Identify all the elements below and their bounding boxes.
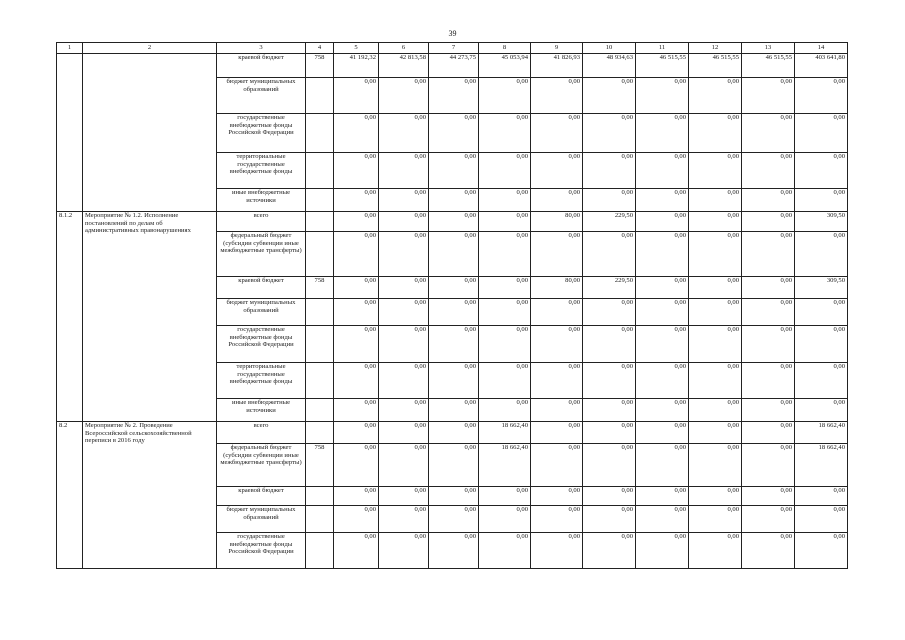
amount-value: 44 273,75 (429, 54, 479, 78)
amount-value: 0,00 (531, 444, 583, 487)
amount-value: 0,00 (583, 399, 636, 422)
amount-value: 0,00 (429, 212, 479, 232)
amount-value: 0,00 (636, 506, 689, 533)
amount-value: 0,00 (742, 78, 795, 114)
amount-value: 0,00 (479, 232, 531, 277)
amount-value: 0,00 (689, 444, 742, 487)
activity-code: 8.1.2 (57, 212, 83, 422)
amount-value: 0,00 (531, 363, 583, 399)
amount-value: 0,00 (689, 506, 742, 533)
budget-code (306, 422, 334, 444)
column-number: 4 (306, 43, 334, 54)
amount-value: 0,00 (742, 487, 795, 506)
funding-source: всего (217, 212, 306, 232)
amount-value: 18 662,40 (479, 444, 531, 487)
amount-value: 0,00 (429, 189, 479, 212)
funding-source: краевой бюджет (217, 487, 306, 506)
amount-value: 0,00 (531, 422, 583, 444)
amount-value: 0,00 (636, 189, 689, 212)
amount-value: 0,00 (429, 399, 479, 422)
amount-value: 0,00 (583, 506, 636, 533)
budget-code: 758 (306, 277, 334, 299)
amount-value: 0,00 (479, 78, 531, 114)
activity-code (57, 54, 83, 212)
amount-value: 0,00 (742, 277, 795, 299)
amount-value: 0,00 (742, 444, 795, 487)
funding-source: бюджет муниципальных образований (217, 299, 306, 326)
amount-value: 0,00 (334, 232, 379, 277)
amount-value: 0,00 (531, 399, 583, 422)
total-value: 0,00 (795, 299, 848, 326)
amount-value: 0,00 (742, 399, 795, 422)
funding-source: государственные внебюджетные фонды Российской Федерации (217, 114, 306, 153)
amount-value: 0,00 (583, 299, 636, 326)
amount-value: 0,00 (334, 399, 379, 422)
funding-source: федеральный бюджет (субсидии субвенции иные межбюджетные трансферты) (217, 444, 306, 487)
amount-value: 0,00 (689, 363, 742, 399)
amount-value: 0,00 (742, 422, 795, 444)
amount-value: 0,00 (531, 487, 583, 506)
amount-value: 0,00 (636, 422, 689, 444)
amount-value: 0,00 (531, 232, 583, 277)
amount-value: 0,00 (429, 363, 479, 399)
funding-source: территориальные государственные внебюджетные фонды (217, 153, 306, 189)
funding-source: краевой бюджет (217, 54, 306, 78)
amount-value: 0,00 (583, 114, 636, 153)
budget-code: 758 (306, 444, 334, 487)
amount-value: 42 813,58 (379, 54, 429, 78)
amount-value: 0,00 (479, 326, 531, 363)
table-row (57, 422, 848, 444)
amount-value: 0,00 (742, 212, 795, 232)
amount-value: 0,00 (583, 326, 636, 363)
total-value: 0,00 (795, 487, 848, 506)
amount-value: 0,00 (636, 212, 689, 232)
amount-value: 0,00 (429, 533, 479, 569)
amount-value: 0,00 (429, 232, 479, 277)
amount-value: 0,00 (689, 153, 742, 189)
total-value: 0,00 (795, 189, 848, 212)
amount-value: 0,00 (583, 78, 636, 114)
amount-value: 0,00 (334, 189, 379, 212)
amount-value: 48 934,63 (583, 54, 636, 78)
amount-value: 0,00 (531, 326, 583, 363)
budget-code (306, 487, 334, 506)
budget-code (306, 506, 334, 533)
amount-value: 0,00 (334, 78, 379, 114)
column-number: 9 (531, 43, 583, 54)
amount-value: 0,00 (479, 533, 531, 569)
total-value: 0,00 (795, 78, 848, 114)
budget-code (306, 189, 334, 212)
amount-value: 0,00 (429, 114, 479, 153)
total-value: 18 662,40 (795, 444, 848, 487)
amount-value: 0,00 (583, 232, 636, 277)
amount-value: 0,00 (636, 153, 689, 189)
amount-value: 0,00 (583, 153, 636, 189)
amount-value: 0,00 (531, 114, 583, 153)
amount-value: 0,00 (379, 212, 429, 232)
amount-value: 0,00 (583, 189, 636, 212)
amount-value: 0,00 (334, 444, 379, 487)
amount-value: 0,00 (689, 533, 742, 569)
amount-value: 0,00 (689, 114, 742, 153)
activity-name (83, 54, 217, 212)
amount-value: 0,00 (334, 277, 379, 299)
amount-value: 229,50 (583, 277, 636, 299)
amount-value: 0,00 (334, 363, 379, 399)
amount-value: 0,00 (689, 422, 742, 444)
total-value: 0,00 (795, 399, 848, 422)
amount-value: 0,00 (689, 299, 742, 326)
funding-source: иные внебюджетные источники (217, 189, 306, 212)
amount-value: 0,00 (334, 114, 379, 153)
budget-code (306, 533, 334, 569)
amount-value: 0,00 (689, 277, 742, 299)
amount-value: 0,00 (479, 189, 531, 212)
amount-value: 41 192,32 (334, 54, 379, 78)
amount-value: 0,00 (379, 326, 429, 363)
amount-value: 0,00 (334, 506, 379, 533)
amount-value: 0,00 (742, 189, 795, 212)
amount-value: 0,00 (479, 114, 531, 153)
amount-value: 80,00 (531, 277, 583, 299)
total-value: 0,00 (795, 533, 848, 569)
amount-value: 0,00 (334, 533, 379, 569)
amount-value: 0,00 (583, 444, 636, 487)
amount-value: 0,00 (531, 153, 583, 189)
amount-value: 0,00 (531, 506, 583, 533)
column-number: 6 (379, 43, 429, 54)
amount-value: 0,00 (334, 212, 379, 232)
total-value: 0,00 (795, 153, 848, 189)
amount-value: 0,00 (379, 533, 429, 569)
amount-value: 0,00 (379, 114, 429, 153)
amount-value: 0,00 (636, 444, 689, 487)
amount-value: 0,00 (689, 212, 742, 232)
amount-value: 0,00 (583, 363, 636, 399)
amount-value: 0,00 (636, 232, 689, 277)
amount-value: 0,00 (334, 153, 379, 189)
amount-value: 0,00 (636, 533, 689, 569)
amount-value: 0,00 (742, 299, 795, 326)
column-number: 10 (583, 43, 636, 54)
amount-value: 0,00 (636, 487, 689, 506)
amount-value: 0,00 (334, 487, 379, 506)
amount-value: 0,00 (379, 399, 429, 422)
amount-value: 0,00 (636, 299, 689, 326)
funding-source: государственные внебюджетные фонды Российской Федерации (217, 326, 306, 363)
total-value: 0,00 (795, 326, 848, 363)
table-row (57, 212, 848, 232)
amount-value: 45 053,94 (479, 54, 531, 78)
budget-code: 758 (306, 54, 334, 78)
amount-value: 0,00 (531, 299, 583, 326)
column-number: 14 (795, 43, 848, 54)
amount-value: 0,00 (379, 277, 429, 299)
amount-value: 229,50 (583, 212, 636, 232)
amount-value: 0,00 (742, 326, 795, 363)
amount-value: 0,00 (379, 153, 429, 189)
amount-value: 0,00 (479, 363, 531, 399)
amount-value: 46 515,55 (689, 54, 742, 78)
amount-value: 0,00 (379, 506, 429, 533)
amount-value: 0,00 (531, 78, 583, 114)
amount-value: 0,00 (636, 277, 689, 299)
funding-source: иные внебюджетные источники (217, 399, 306, 422)
amount-value: 0,00 (479, 487, 531, 506)
amount-value: 0,00 (742, 153, 795, 189)
total-value: 309,50 (795, 212, 848, 232)
amount-value: 0,00 (531, 189, 583, 212)
amount-value: 41 826,93 (531, 54, 583, 78)
total-value: 0,00 (795, 363, 848, 399)
amount-value: 0,00 (742, 506, 795, 533)
amount-value: 0,00 (531, 533, 583, 569)
budget-code (306, 399, 334, 422)
funding-source: краевой бюджет (217, 277, 306, 299)
amount-value: 0,00 (379, 487, 429, 506)
column-number: 1 (57, 43, 83, 54)
activity-name: Мероприятие № 1.2. Исполнение постановлений по делам об административных правонарушениях (83, 212, 217, 422)
column-number: 3 (217, 43, 306, 54)
amount-value: 46 515,55 (636, 54, 689, 78)
budget-code (306, 363, 334, 399)
page-number: 39 (448, 29, 457, 38)
total-value: 0,00 (795, 232, 848, 277)
amount-value: 0,00 (583, 533, 636, 569)
funding-source: бюджет муниципальных образований (217, 506, 306, 533)
amount-value: 0,00 (429, 444, 479, 487)
amount-value: 0,00 (379, 78, 429, 114)
amount-value: 0,00 (479, 153, 531, 189)
amount-value: 0,00 (334, 299, 379, 326)
activity-code: 8.2 (57, 422, 83, 569)
amount-value: 0,00 (689, 232, 742, 277)
column-number: 5 (334, 43, 379, 54)
total-value: 309,50 (795, 277, 848, 299)
amount-value: 0,00 (379, 444, 429, 487)
amount-value: 0,00 (742, 533, 795, 569)
amount-value: 0,00 (334, 422, 379, 444)
activity-name: Мероприятие № 2. Проведение Всероссийской сельскохозяйственной переписи в 2016 году (83, 422, 217, 569)
amount-value: 0,00 (429, 78, 479, 114)
budget-table (56, 42, 848, 569)
amount-value: 0,00 (429, 487, 479, 506)
total-value: 0,00 (795, 114, 848, 153)
budget-code (306, 326, 334, 363)
amount-value: 0,00 (689, 78, 742, 114)
amount-value: 0,00 (429, 506, 479, 533)
amount-value: 46 515,55 (742, 54, 795, 78)
amount-value: 0,00 (742, 114, 795, 153)
total-value: 0,00 (795, 506, 848, 533)
total-value: 403 641,80 (795, 54, 848, 78)
amount-value: 0,00 (742, 232, 795, 277)
amount-value: 0,00 (479, 299, 531, 326)
amount-value: 0,00 (636, 78, 689, 114)
amount-value: 0,00 (479, 212, 531, 232)
total-value: 18 662,40 (795, 422, 848, 444)
amount-value: 0,00 (636, 114, 689, 153)
funding-source: бюджет муниципальных образований (217, 78, 306, 114)
amount-value: 0,00 (429, 422, 479, 444)
amount-value: 0,00 (379, 363, 429, 399)
amount-value: 0,00 (429, 277, 479, 299)
amount-value: 0,00 (583, 422, 636, 444)
amount-value: 0,00 (379, 422, 429, 444)
amount-value: 0,00 (689, 399, 742, 422)
amount-value: 0,00 (479, 277, 531, 299)
column-number: 13 (742, 43, 795, 54)
funding-source: государственные внебюджетные фонды Российской Федерации (217, 533, 306, 569)
amount-value: 18 662,40 (479, 422, 531, 444)
amount-value: 0,00 (334, 326, 379, 363)
amount-value: 0,00 (689, 189, 742, 212)
column-number: 11 (636, 43, 689, 54)
amount-value: 0,00 (636, 363, 689, 399)
amount-value: 80,00 (531, 212, 583, 232)
amount-value: 0,00 (742, 363, 795, 399)
column-number: 8 (479, 43, 531, 54)
column-number-row (57, 43, 848, 54)
funding-source: территориальные государственные внебюджетные фонды (217, 363, 306, 399)
amount-value: 0,00 (636, 326, 689, 363)
amount-value: 0,00 (429, 299, 479, 326)
amount-value: 0,00 (429, 153, 479, 189)
budget-code (306, 232, 334, 277)
amount-value: 0,00 (379, 232, 429, 277)
amount-value: 0,00 (583, 487, 636, 506)
amount-value: 0,00 (379, 189, 429, 212)
budget-code (306, 78, 334, 114)
amount-value: 0,00 (689, 326, 742, 363)
funding-source: федеральный бюджет (субсидии субвенции иные межбюджетные трансферты) (217, 232, 306, 277)
table-row (57, 54, 848, 78)
amount-value: 0,00 (429, 326, 479, 363)
amount-value: 0,00 (379, 299, 429, 326)
budget-code (306, 212, 334, 232)
amount-value: 0,00 (689, 487, 742, 506)
funding-source: всего (217, 422, 306, 444)
amount-value: 0,00 (636, 399, 689, 422)
column-number: 2 (83, 43, 217, 54)
amount-value: 0,00 (479, 399, 531, 422)
column-number: 7 (429, 43, 479, 54)
column-number: 12 (689, 43, 742, 54)
budget-code (306, 299, 334, 326)
budget-code (306, 153, 334, 189)
budget-code (306, 114, 334, 153)
amount-value: 0,00 (479, 506, 531, 533)
